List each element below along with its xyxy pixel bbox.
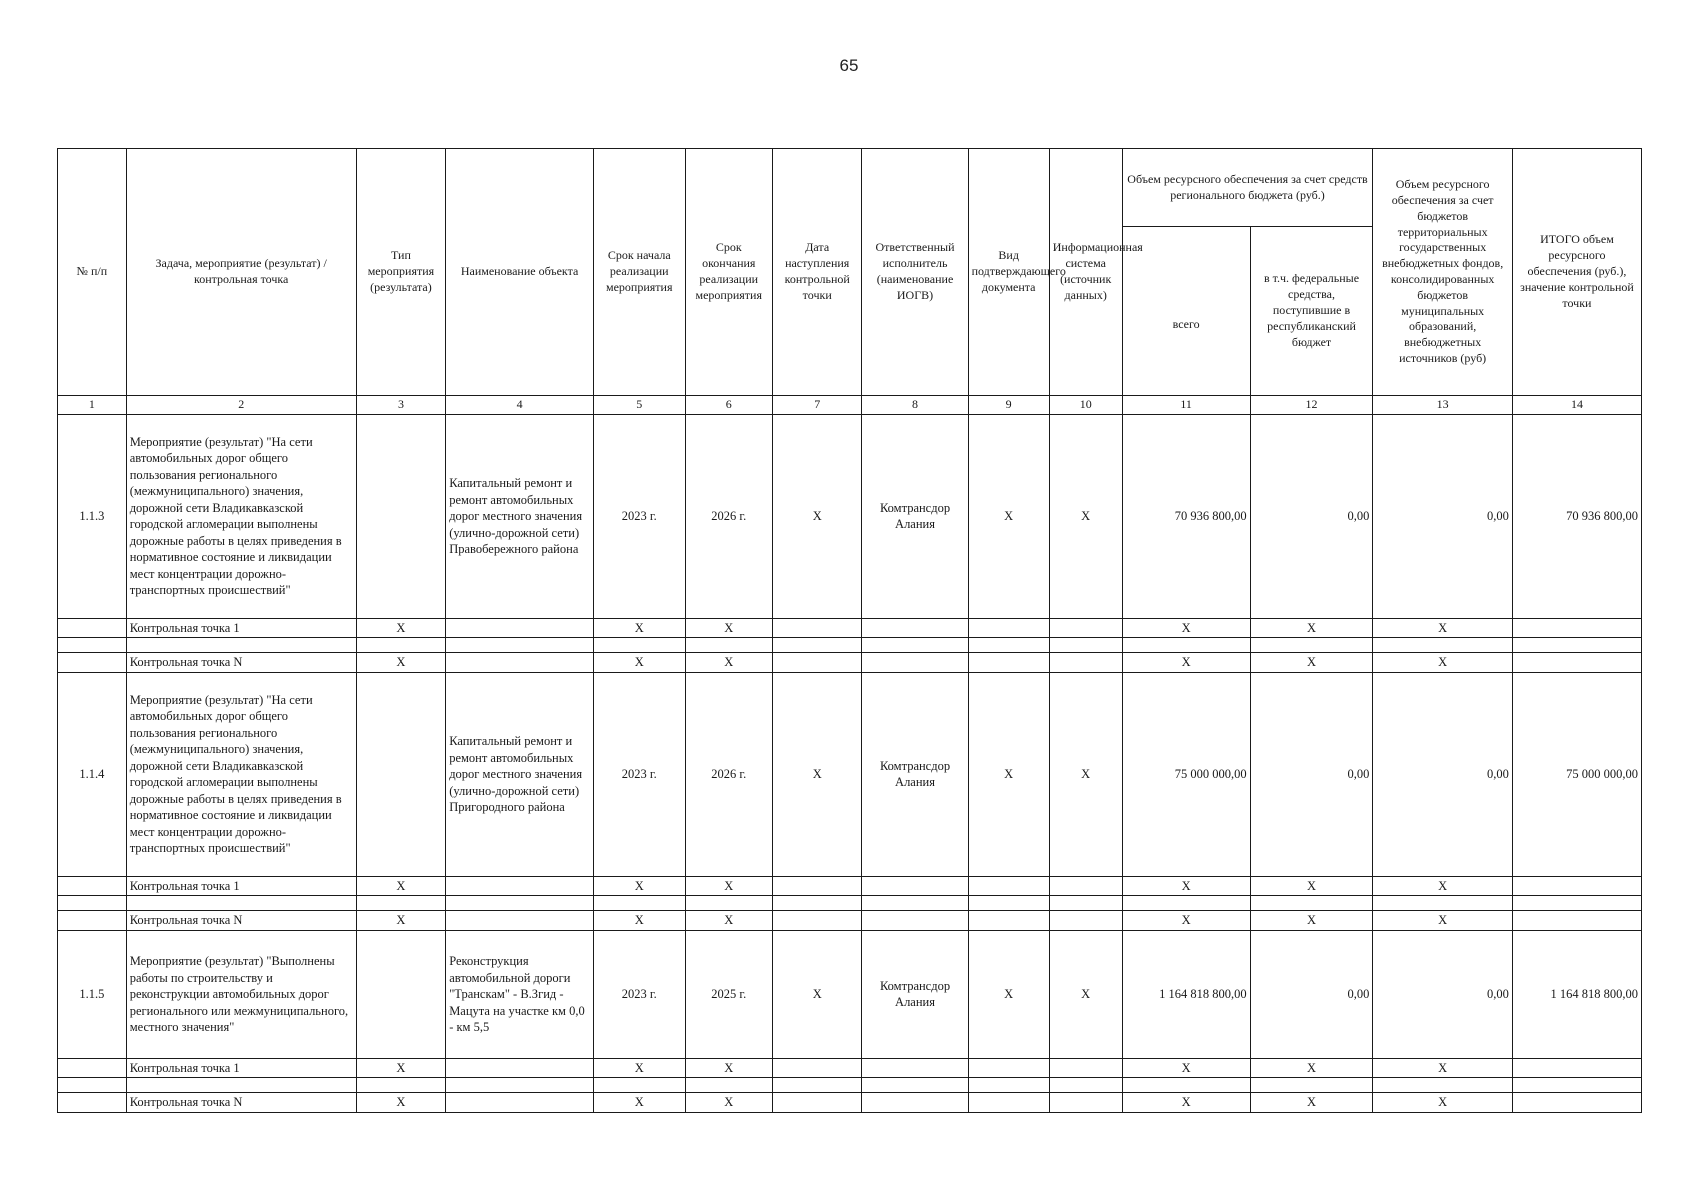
header-end: Срок окончания реализации мероприятия [685, 149, 772, 396]
table-row [58, 930, 1642, 1058]
cell-x: Х [685, 1093, 772, 1113]
row-end: 2026 г. [685, 414, 772, 618]
cell-x: Х [1250, 618, 1373, 638]
row-date: Х [772, 414, 862, 618]
col-number: 4 [446, 396, 594, 415]
cell-x: Х [1122, 618, 1250, 638]
col-number: 3 [356, 396, 446, 415]
cell-x: Х [356, 876, 446, 896]
cell-x: Х [593, 1058, 685, 1078]
row-total: 70 936 800,00 [1122, 414, 1250, 618]
cell-x: Х [1373, 1058, 1512, 1078]
cell-x: Х [1250, 1058, 1373, 1078]
cell-x: Х [1250, 876, 1373, 896]
header-date: Дата наступления контрольной точки [772, 149, 862, 396]
cell-x: Х [1250, 911, 1373, 931]
row-type [356, 930, 446, 1058]
header-total: всего [1122, 227, 1250, 396]
row-type [356, 414, 446, 618]
row-other: 0,00 [1373, 930, 1512, 1058]
header-task: Задача, мероприятие (результат) / контрольная точка [126, 149, 356, 396]
row-other: 0,00 [1373, 672, 1512, 876]
row-object: Капитальный ремонт и ремонт автомобильных дорог местного значения (улично-дорожной сети) Пригородного района [446, 672, 594, 876]
cell-x: Х [356, 653, 446, 673]
table-row [58, 414, 1642, 618]
row-doc: Х [968, 930, 1049, 1058]
cell-x: Х [1122, 653, 1250, 673]
header-grand-total: ИТОГО объем ресурсного обеспечения (руб.), значение контрольной точки [1512, 149, 1641, 396]
cell-x: Х [1373, 1093, 1512, 1113]
row-task: Мероприятие (результат) "На сети автомобильных дорог общего пользования регионального (межмуниципального) значения, дорожной сети Владикавказской городской агломерации выполнены дорожные работы в целях приведения в нормативное состояние и ликвидации мест концентрации дорожно-транспортных происшествий" [126, 414, 356, 618]
control-point-label: Контрольная точка N [126, 911, 356, 931]
col-number: 7 [772, 396, 862, 415]
cell-x: Х [685, 618, 772, 638]
control-point-row [58, 911, 1642, 931]
row-doc: Х [968, 672, 1049, 876]
header-num: № п/п [58, 149, 127, 396]
col-number: 9 [968, 396, 1049, 415]
cell-x: Х [1122, 1093, 1250, 1113]
row-date: Х [772, 672, 862, 876]
cell-x: Х [593, 618, 685, 638]
row-total: 75 000 000,00 [1122, 672, 1250, 876]
row-federal: 0,00 [1250, 930, 1373, 1058]
cell-x: Х [593, 1093, 685, 1113]
cell-x: Х [1122, 876, 1250, 896]
control-point-row [58, 618, 1642, 638]
cell-x: Х [1373, 876, 1512, 896]
row-executor: Комтрансдор Алания [862, 930, 968, 1058]
header-regional-group: Объем ресурсного обеспечения за счет средств регионального бюджета (руб.) [1122, 149, 1373, 227]
header-executor: Ответственный исполнитель (наименование ИОГВ) [862, 149, 968, 396]
cell-x: Х [1373, 653, 1512, 673]
col-number: 10 [1049, 396, 1122, 415]
col-number: 6 [685, 396, 772, 415]
row-grand-total: 70 936 800,00 [1512, 414, 1641, 618]
cell-x: Х [593, 653, 685, 673]
row-object: Реконструкция автомобильной дороги "Транскам" - В.Згид - Мацута на участке км 0,0 - км 5,5 [446, 930, 594, 1058]
cell-x: Х [685, 653, 772, 673]
control-point-row [58, 1058, 1642, 1078]
control-point-row [58, 876, 1642, 896]
cell-x: Х [1250, 653, 1373, 673]
cell-x: Х [593, 876, 685, 896]
cell-x: Х [1373, 911, 1512, 931]
row-grand-total: 75 000 000,00 [1512, 672, 1641, 876]
control-point-label: Контрольная точка N [126, 1093, 356, 1113]
col-number: 11 [1122, 396, 1250, 415]
row-total: 1 164 818 800,00 [1122, 930, 1250, 1058]
control-point-row [58, 653, 1642, 673]
row-doc: Х [968, 414, 1049, 618]
col-number: 14 [1512, 396, 1641, 415]
cell-x: Х [356, 1093, 446, 1113]
cell-x: Х [356, 618, 446, 638]
control-point-label: Контрольная точка 1 [126, 876, 356, 896]
row-start: 2023 г. [593, 930, 685, 1058]
col-number: 2 [126, 396, 356, 415]
page-number: 65 [839, 56, 859, 75]
control-point-label: Контрольная точка 1 [126, 1058, 356, 1078]
row-end: 2025 г. [685, 930, 772, 1058]
row-system: Х [1049, 930, 1122, 1058]
cell-x: Х [685, 876, 772, 896]
row-end: 2026 г. [685, 672, 772, 876]
row-executor: Комтрансдор Алания [862, 414, 968, 618]
table-row [58, 672, 1642, 876]
header-doc: Вид подтверждающего документа [968, 149, 1049, 396]
row-federal: 0,00 [1250, 414, 1373, 618]
control-point-row [58, 1093, 1642, 1113]
row-num: 1.1.3 [58, 414, 127, 618]
cell-x: Х [356, 1058, 446, 1078]
cell-x: Х [593, 911, 685, 931]
row-system: Х [1049, 672, 1122, 876]
header-system: Информационная система (источник данных) [1049, 149, 1122, 396]
row-object: Капитальный ремонт и ремонт автомобильных дорог местного значения (улично-дорожной сети) Правобережного района [446, 414, 594, 618]
cell-x: Х [1373, 618, 1512, 638]
col-number: 13 [1373, 396, 1512, 415]
cell-x: Х [685, 911, 772, 931]
col-number: 1 [58, 396, 127, 415]
resource-table [57, 148, 1642, 1113]
row-federal: 0,00 [1250, 672, 1373, 876]
cell-x: Х [1122, 1058, 1250, 1078]
row-num: 1.1.4 [58, 672, 127, 876]
control-point-label: Контрольная точка 1 [126, 618, 356, 638]
col-number: 12 [1250, 396, 1373, 415]
row-start: 2023 г. [593, 672, 685, 876]
cell-x: Х [1122, 911, 1250, 931]
cell-x: Х [685, 1058, 772, 1078]
header-type: Тип мероприятия (результата) [356, 149, 446, 396]
row-other: 0,00 [1373, 414, 1512, 618]
row-grand-total: 1 164 818 800,00 [1512, 930, 1641, 1058]
header-federal: в т.ч. федеральные средства, поступившие в республиканский бюджет [1250, 227, 1373, 396]
row-type [356, 672, 446, 876]
col-number: 8 [862, 396, 968, 415]
cell-x: Х [1250, 1093, 1373, 1113]
cell-x: Х [356, 911, 446, 931]
col-number: 5 [593, 396, 685, 415]
header-start: Срок начала реализации мероприятия [593, 149, 685, 396]
row-start: 2023 г. [593, 414, 685, 618]
row-num: 1.1.5 [58, 930, 127, 1058]
row-task: Мероприятие (результат) "Выполнены работы по строительству и реконструкции автомобильных дорог регионального или межмуниципального, местного значения" [126, 930, 356, 1058]
row-task: Мероприятие (результат) "На сети автомобильных дорог общего пользования регионального (межмуниципального) значения, дорожной сети Владикавказской городской агломерации выполнены дорожные работы в целях приведения в нормативное состояние и ликвидации мест концентрации дорожно-транспортных происшествий" [126, 672, 356, 876]
control-point-label: Контрольная точка N [126, 653, 356, 673]
row-system: Х [1049, 414, 1122, 618]
row-executor: Комтрансдор Алания [862, 672, 968, 876]
header-object: Наименование объекта [446, 149, 594, 396]
row-date: Х [772, 930, 862, 1058]
header-other: Объем ресурсного обеспечения за счет бюджетов территориальных государственных внебюджетных фондов, консолидированных бюджетов муниципальных образований, внебюджетных источников (руб) [1373, 149, 1512, 396]
